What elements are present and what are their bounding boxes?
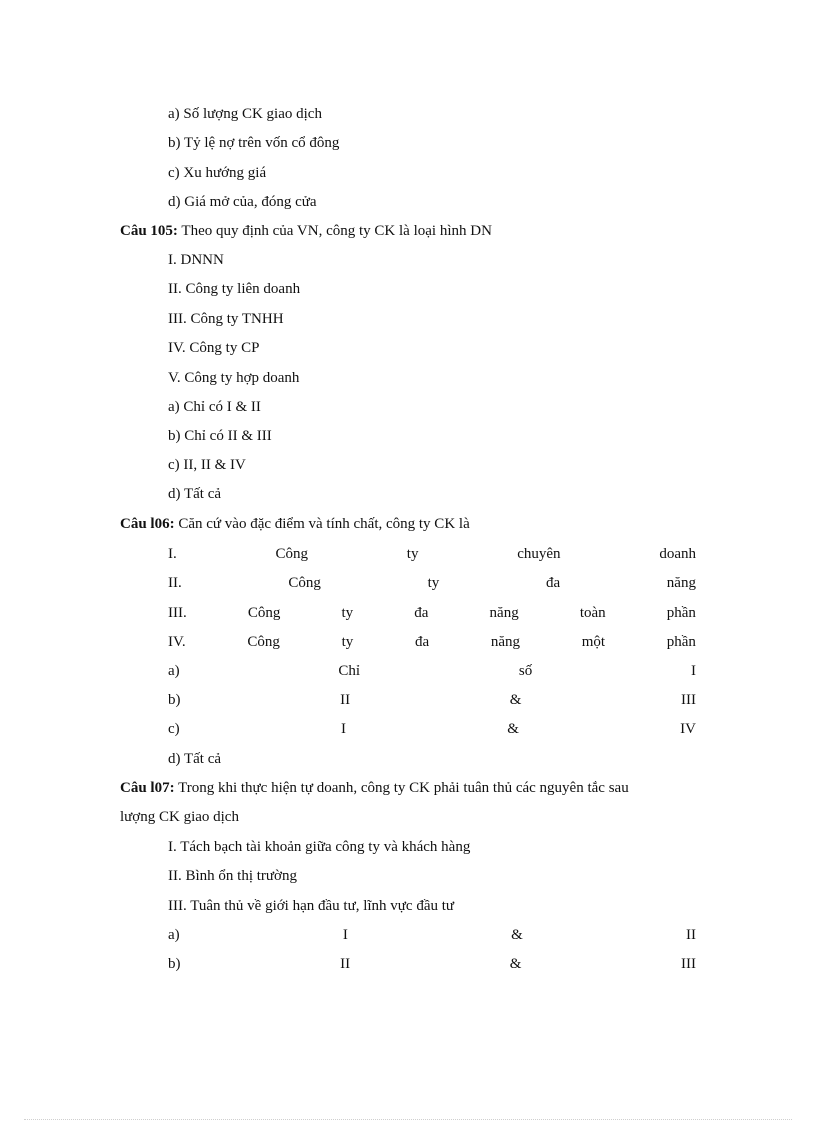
q105-item: III. Công ty TNHH — [168, 311, 284, 327]
word: ty — [427, 575, 440, 591]
word: năng — [490, 634, 520, 650]
page-bottom-rule — [24, 1119, 792, 1120]
q105-item: II. Công ty liên doanh — [168, 281, 301, 297]
word: a) — [168, 663, 180, 679]
word: IV. — [168, 634, 186, 650]
word: I — [342, 927, 348, 943]
q107-item: II. Bình ổn thị trường — [168, 868, 297, 884]
q105-item: b) Chỉ có II & III — [168, 428, 272, 444]
word: năng — [489, 605, 519, 621]
word: & — [511, 927, 523, 943]
word: II. — [168, 575, 182, 591]
option-b: b) Tỷ lệ nợ trên vốn cổ đông — [168, 135, 340, 151]
word: II — [340, 692, 351, 708]
question-text: Theo quy định của VN, công ty CK là loại hình DN — [177, 223, 492, 239]
option-a: a) Số lượng CK giao dịch — [168, 106, 322, 122]
q105-item: a) Chỉ có I & II — [168, 399, 261, 415]
word: I. — [168, 546, 177, 562]
q106-row — [168, 543, 696, 565]
q106-row — [168, 689, 696, 711]
question-107-cont: lượng CK giao dịch — [120, 809, 239, 825]
word: Công — [275, 546, 309, 562]
question-label: Câu l07: — [120, 780, 175, 796]
word: chuyên — [517, 546, 561, 562]
q106-row — [168, 718, 696, 740]
q106-row — [168, 572, 696, 594]
word: doanh — [659, 546, 696, 562]
word: toàn — [579, 605, 606, 621]
q106-last: d) Tất cả — [168, 751, 222, 767]
q107-item: I. Tách bạch tài khoản giữa công ty và khách hàng — [168, 839, 471, 855]
option-d: d) Giá mở của, đóng cửa — [168, 194, 317, 210]
word: phần — [666, 634, 696, 650]
word: số — [518, 663, 533, 679]
q105-item: d) Tất cả — [168, 486, 222, 502]
q105-item: I. DNNN — [168, 252, 224, 268]
word: ty — [406, 546, 419, 562]
q107-row — [168, 924, 696, 946]
word: ty — [341, 634, 354, 650]
word: I — [690, 663, 696, 679]
word: IV — [680, 721, 696, 737]
word: & — [509, 692, 522, 708]
word: phần — [666, 605, 696, 621]
option-c: c) Xu hướng giá — [168, 165, 267, 181]
q105-item: c) II, II & IV — [168, 457, 246, 473]
q105-item: IV. Công ty CP — [168, 340, 260, 356]
question-107 — [120, 777, 629, 799]
word: đa — [414, 634, 430, 650]
word: Công — [247, 634, 280, 650]
word: II — [340, 956, 351, 972]
question-105 — [120, 220, 492, 242]
q106-row — [168, 602, 696, 624]
word: & — [507, 721, 519, 737]
word: & — [509, 956, 522, 972]
word: đa — [414, 605, 429, 621]
q107-row — [168, 953, 696, 975]
question-label: Câu 105: — [120, 223, 178, 239]
word: Công — [288, 575, 321, 591]
q106-row — [168, 631, 696, 653]
q107-item: III. Tuân thủ về giới hạn đầu tư, lĩnh vực đầu tư — [168, 898, 455, 914]
word: I — [340, 721, 346, 737]
question-106 — [120, 513, 470, 535]
word: ty — [341, 605, 354, 621]
word: Chỉ — [338, 663, 361, 679]
word: b) — [168, 692, 181, 708]
question-text: Trong khi thực hiện tự doanh, công ty CK phải tuân thủ các nguyên tắc sau — [174, 780, 629, 796]
word: III. — [168, 605, 187, 621]
word: c) — [168, 721, 180, 737]
question-label: Câu l06: — [120, 516, 175, 532]
word: III — [681, 692, 696, 708]
q105-item: V. Công ty hợp doanh — [168, 370, 300, 386]
word: đa — [545, 575, 561, 591]
q106-row — [168, 660, 696, 682]
word: II — [685, 927, 696, 943]
word: năng — [666, 575, 696, 591]
word: a) — [168, 927, 180, 943]
word: một — [581, 634, 606, 650]
question-text: Căn cứ vào đặc điểm và tính chất, công ty CK là — [174, 516, 470, 532]
word: III — [681, 956, 696, 972]
word: b) — [168, 956, 181, 972]
word: Công — [247, 605, 281, 621]
